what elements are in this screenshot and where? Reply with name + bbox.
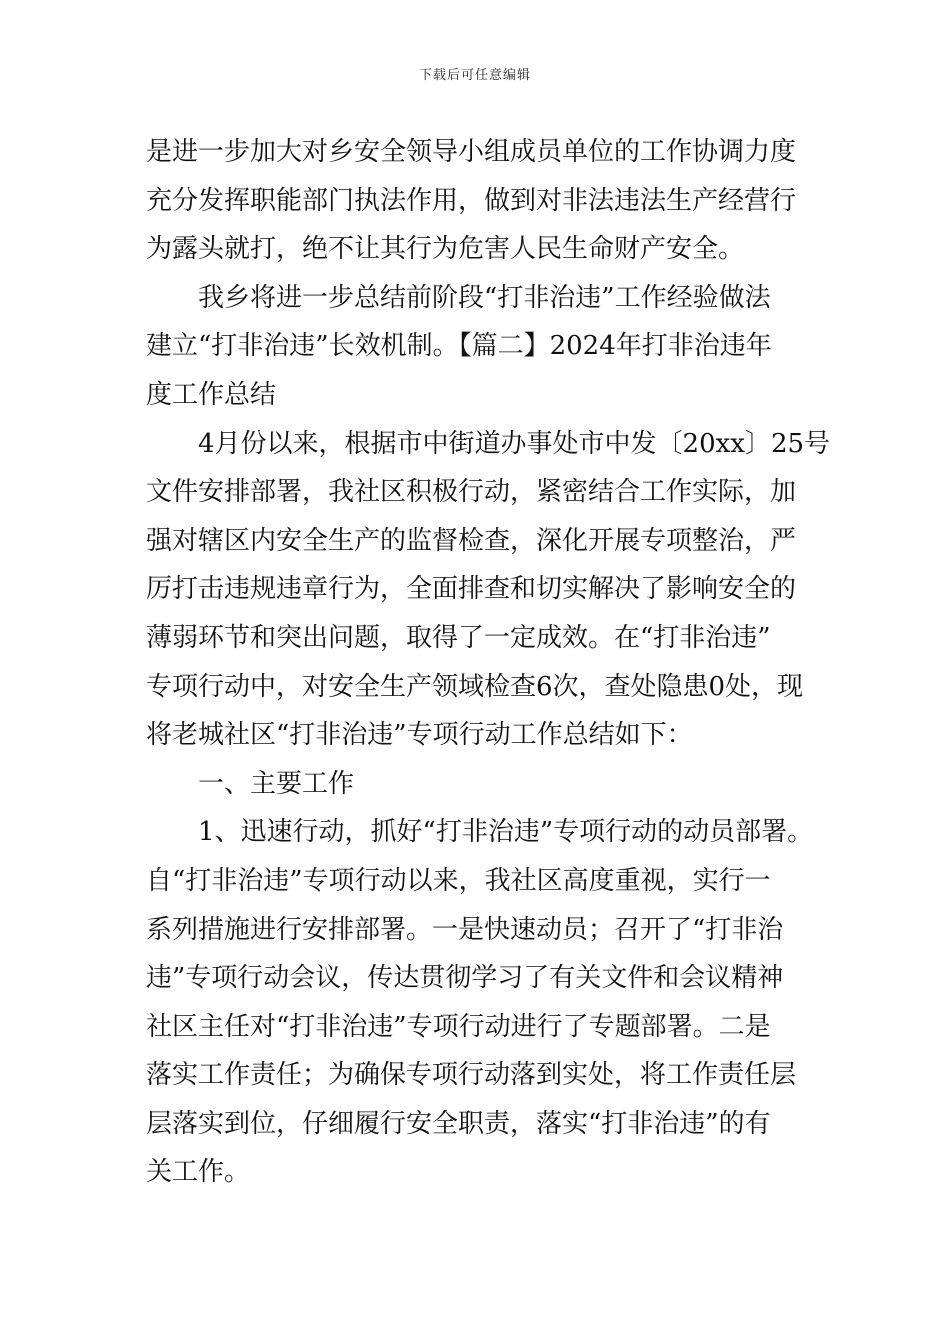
text-line: 违”专项行动会议，传达贯彻学习了有关文件和会议精神 <box>146 963 784 994</box>
text-line: 关工作。 <box>146 1157 251 1188</box>
text-line: 我乡将进一步总结前阶段“打非治违”工作经验做法 <box>198 282 771 313</box>
text-line: 薄弱环节和突出问题，取得了一定成效。在“打非治违” <box>146 622 771 653</box>
text-line: 为露头就打，绝不让其行为危害人民生命财产安全。 <box>146 234 745 265</box>
text-line: 建立“打非治违”长效机制。【篇二】2024年打非治违年 <box>146 331 772 362</box>
text-line: 强对辖区内安全生产的监督检查，深化开展专项整治，严 <box>146 525 797 556</box>
text-line: 度工作总结 <box>146 379 277 410</box>
page-header-note: 下载后可任意编辑 <box>418 68 531 83</box>
text-line: 专项行动中，对安全生产领域检查6次，查处隐患0处，现 <box>146 671 804 702</box>
text-line: 一、主要工作 <box>198 768 355 799</box>
text-line: 系列措施进行安排部署。一是快速动员；召开了“打非治 <box>146 914 784 945</box>
text-line: 1、迅速行动，抓好“打非治违”专项行动的动员部署。 <box>198 817 814 848</box>
text-line: 将老城社区“打非治违”专项行动工作总结如下： <box>146 720 693 751</box>
text-line: 是进一步加大对乡安全领导小组成员单位的工作协调力度 <box>146 137 797 167</box>
text-line: 层落实到位，仔细履行安全职责，落实“打非治违”的有 <box>146 1108 771 1139</box>
text-line: 厉打击违规违章行为，全面排查和切实解决了影响安全的 <box>146 574 797 605</box>
text-line: 4月份以来，根据市中街道办事处市中发〔20xx〕25号 <box>198 428 831 459</box>
text-line: 自“打非治违”专项行动以来，我社区高度重视，实行一 <box>146 865 771 896</box>
text-line: 充分发挥职能部门执法作用，做到对非法违法生产经营行 <box>146 185 797 216</box>
document-body <box>146 128 831 1197</box>
text-line: 文件安排部署，我社区积极行动，紧密结合工作实际，加 <box>146 477 797 508</box>
text-line: 社区主任对“打非治违”专项行动进行了专题部署。二是 <box>146 1011 771 1042</box>
text-line: 落实工作责任；为确保专项行动落到实处，将工作责任层 <box>146 1060 797 1091</box>
